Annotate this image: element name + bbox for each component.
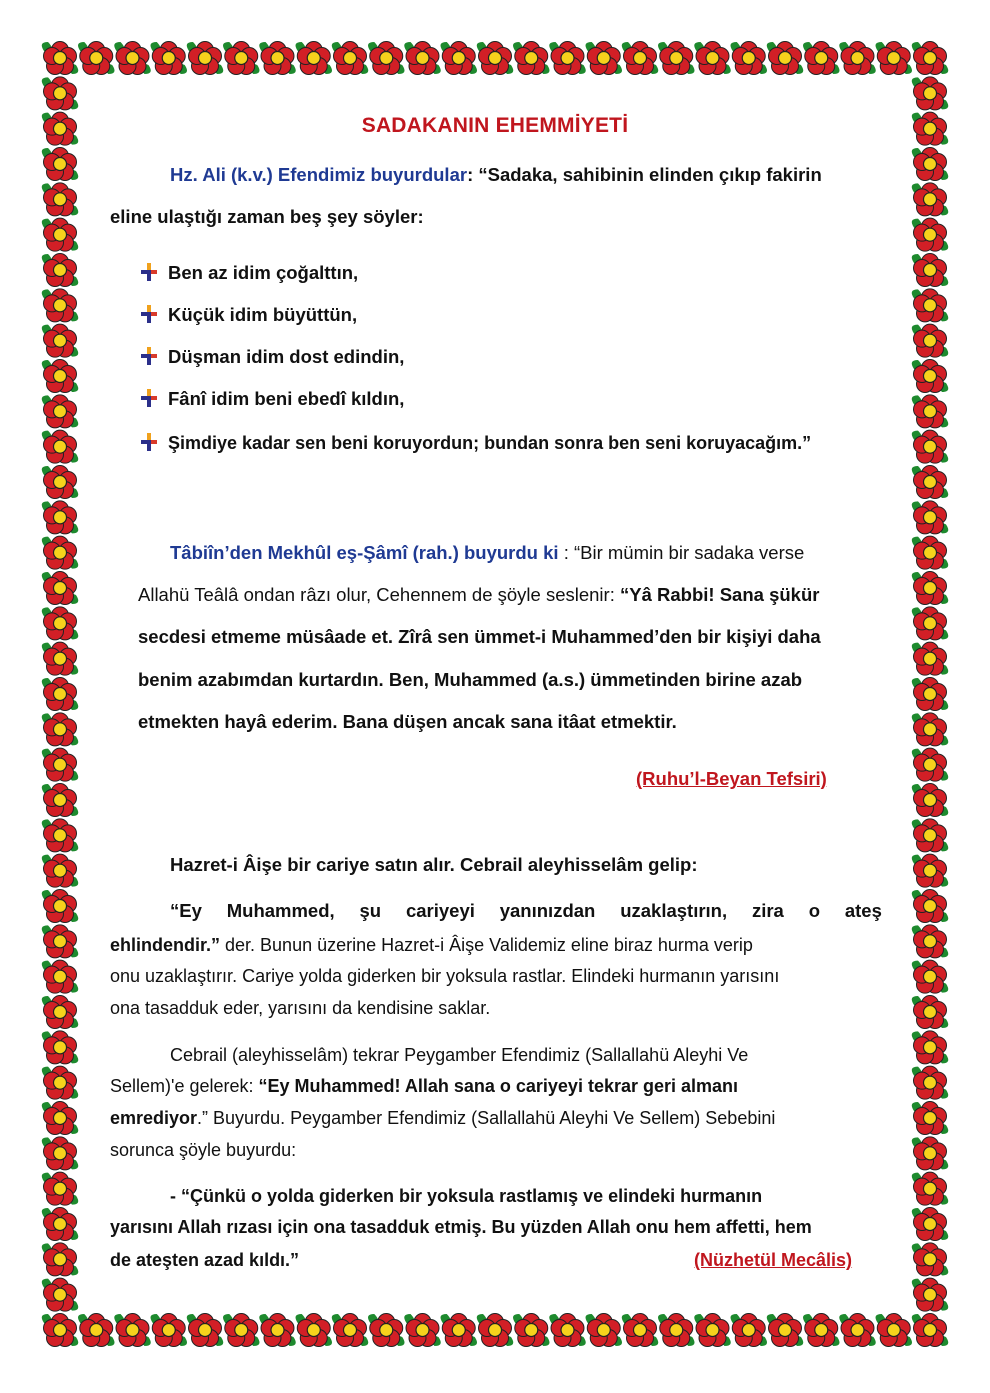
text-bold: emrediyor [110,1108,198,1128]
word: zira [751,900,784,921]
text-bold: ehlindendir.” [110,935,221,955]
list-item: Küçük idim büyüttün, [168,304,358,325]
word: ateş [844,900,882,921]
paragraph-5-line-3: de ateşten azad kıldı.” [110,1250,300,1270]
source-nuzhetul-mecalis: (Nüzhetül Mecâlis) [694,1250,853,1270]
paragraph-4-line-2 [110,1074,738,1098]
word: yanınızdan [499,900,596,921]
speaker-ali: Hz. Ali (k.v.) Efendimiz buyurdular [170,164,468,185]
paragraph-2-line-2 [138,583,819,607]
paragraph-2-line-5: etmekten hayâ ederim. Bana düşen ancak sana itâat etmektir. [138,711,677,732]
list-item: Düşman idim dost edindin, [168,346,405,367]
list-item: Şimdiye kadar sen beni koruyordun; bundan sonra ben seni koruyacağım.” [168,433,812,453]
quote-start: : “Bir mümin bir sadaka verse [558,542,805,563]
paragraph-4-line-1: Cebrail (aleyhisselâm) tekrar Peygamber Efendimiz (Sallallahü Aleyhi Ve [170,1045,749,1065]
cross-bullet-icon [138,345,160,367]
cross-bullet-icon [138,261,160,283]
word: uzaklaştırın, [620,900,728,921]
word: cariyeyi [405,900,475,921]
paragraph-2-line-3: secdesi etmeme müsâade et. Zîrâ sen ümmet-i Muhammed’den bir kişiyi daha [138,626,821,647]
paragraph-3-line-1 [170,899,882,923]
quote-start: : “Sadaka, sahibinin elinden çıkıp fakirin [467,164,822,185]
paragraph-3-line-2 [110,933,753,957]
text-normal: .” Buyurdu. Peygamber Efendimiz (Sallallahü Aleyhi Ve Sellem) Sebebini [197,1108,776,1128]
paragraph-3-line-3: onu uzaklaştırır. Cariye yolda giderken bir yoksula rastlar. Elindeki hurmanın yarısını [110,966,780,986]
text-normal: Allahü Teâlâ ondan râzı olur, Cehennem de şöyle seslenir: [138,584,620,605]
list-item: Fânî idim beni ebedî kıldın, [168,388,405,409]
word: o [808,900,821,921]
paragraph-1-line-2: eline ulaştığı zaman beş şey söyler: [110,206,424,227]
paragraph-3-line-4: ona tasadduk eder, yarısını da kendisine saklar. [110,998,491,1018]
paragraph-2-line-1 [170,541,804,565]
paragraph-4-line-4: sorunca şöyle buyurdu: [110,1140,297,1160]
paragraph-1-line-1 [170,163,822,187]
word: “Ey [170,900,202,921]
text-bold: “Yâ Rabbi! Sana şükür [620,584,820,605]
word: Muhammed, [226,900,335,921]
cross-bullet-icon [138,431,160,453]
list-item: Ben az idim çoğalttın, [168,262,359,283]
text-normal: Sellem)'e gelerek: [110,1076,259,1096]
speaker-mekhul: Tâbiîn’den Mekhûl eş-Şâmî (rah.) buyurdu ki [170,542,559,563]
text-normal: der. Bunun üzerine Hazret-i Âişe Validemiz eline biraz hurma verip [220,935,753,955]
cross-bullet-icon [138,387,160,409]
paragraph-2-line-4: benim azabımdan kurtardın. Ben, Muhammed (a.s.) ümmetinden birine azab [138,669,803,690]
paragraph-3-heading: Hazret-i Âişe bir cariye satın alır. Cebrail aleyhisselâm gelip: [170,854,698,875]
text-bold: “Ey Muhammed! Allah sana o cariyeyi tekrar geri almanı [258,1076,739,1096]
cross-bullet-icon [138,303,160,325]
paragraph-5-line-1: - “Çünkü o yolda giderken bir yoksula rastlamış ve elindeki hurmanın [170,1186,763,1206]
paragraph-5-line-2: yarısını Allah rızası için ona tasadduk etmiş. Bu yüzden Allah onu hem affetti, hem [110,1217,812,1237]
page-title: SADAKANIN EHEMMİYETİ [361,114,629,137]
paragraph-4-line-3 [110,1106,775,1130]
word: şu [359,900,382,921]
source-ruhul-beyan: (Ruhu’l-Beyan Tefsiri) [636,768,827,789]
